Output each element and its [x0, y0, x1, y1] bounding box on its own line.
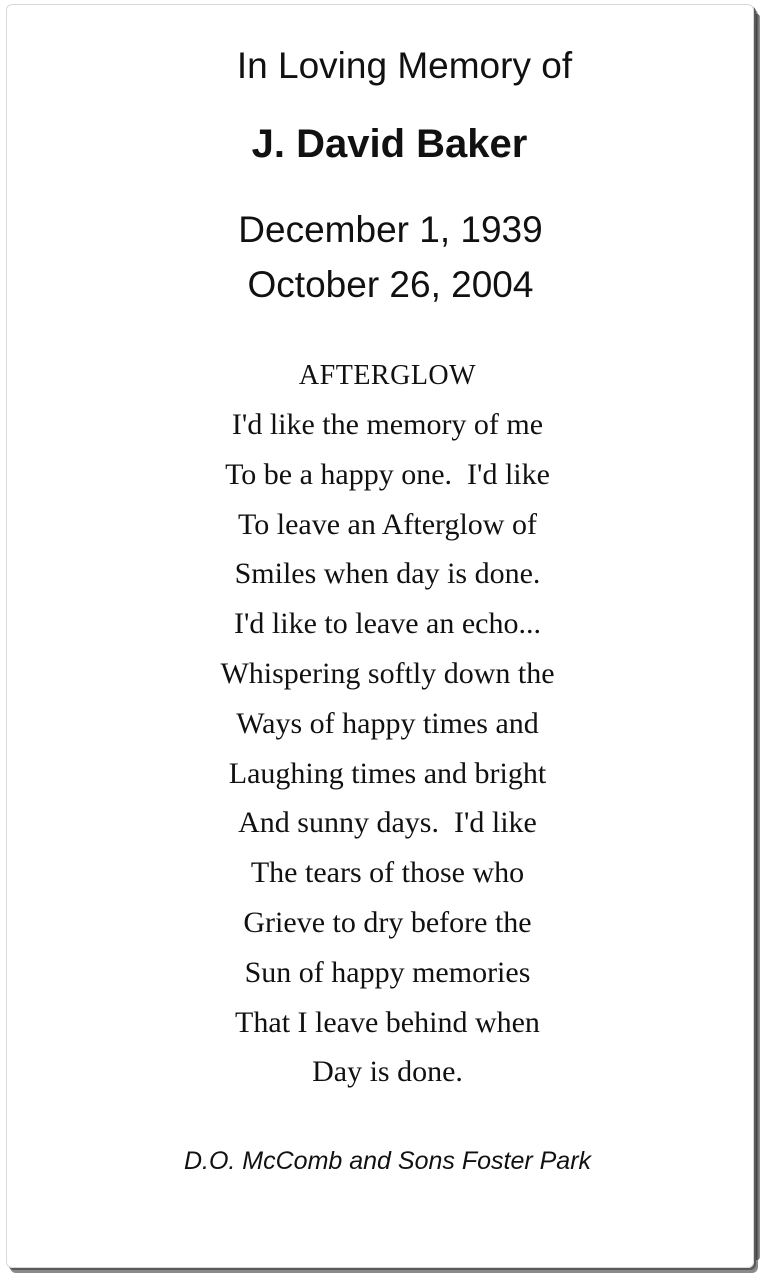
poem-line: That I leave behind when	[235, 1005, 540, 1039]
poem-line: I'd like the memory of me	[231, 408, 544, 441]
poem	[0, 354, 765, 1097]
poem-line: Laughing times and bright	[228, 756, 547, 790]
poem-line: To leave an Afterglow of	[238, 507, 537, 541]
poem-line: And sunny days. I'd like	[238, 806, 537, 840]
funeral-home-credit: D.O. McComb and Sons Foster Park	[183, 1147, 592, 1175]
poem-line: Whispering softly down the	[220, 656, 555, 690]
poem-line: Grieve to dry before the	[243, 905, 532, 939]
poem-line: Smiles when day is done.	[234, 557, 541, 591]
memorial-heading: In Loving Memory of	[236, 45, 573, 86]
death-date: October 26, 2004	[247, 264, 534, 305]
poem-line: Ways of happy times and	[236, 706, 539, 740]
birth-date: December 1, 1939	[238, 209, 543, 250]
poem-line: Sun of happy memories	[244, 955, 531, 989]
dates-block	[0, 202, 765, 312]
poem-line: I'd like to leave an echo...	[234, 607, 541, 641]
poem-line: The tears of those who	[250, 856, 525, 890]
deceased-name: J. David Baker	[251, 122, 528, 166]
poem-line: To be a happy one. I'd like	[225, 457, 550, 491]
poem-title: AFTERGLOW	[298, 360, 477, 391]
poem-line: Day is done.	[312, 1055, 463, 1089]
